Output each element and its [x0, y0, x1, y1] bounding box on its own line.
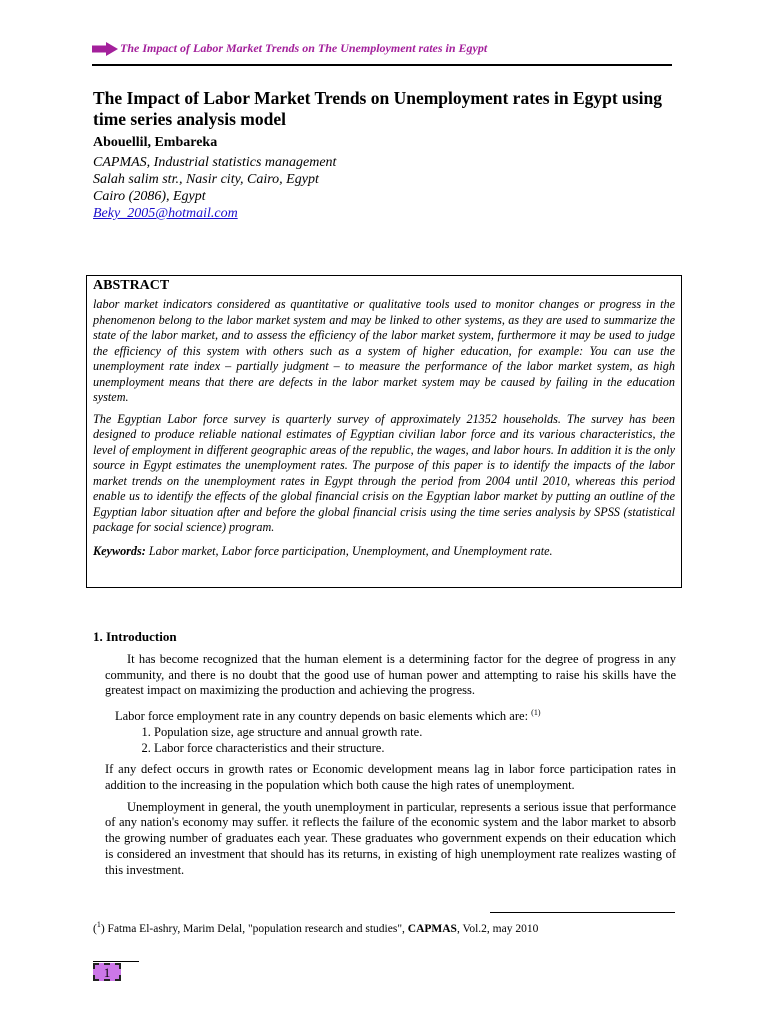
footnote-text: ) Fatma El-ashry, Marim Delal, "population research and studies",	[100, 922, 408, 935]
keywords-text: Labor market, Labor force participation, Unemployment, and Unemployment rate.	[145, 543, 553, 558]
keywords	[93, 544, 675, 560]
footnote-ref[interactable]: (1)	[531, 708, 541, 718]
affiliation-line: Cairo (2086), Egypt	[93, 189, 206, 204]
affiliation	[93, 154, 336, 222]
affiliation-line: CAPMAS, Industrial statistics management	[93, 155, 337, 170]
footnote-org: CAPMAS	[407, 922, 457, 935]
header-rule	[92, 64, 672, 66]
email-link[interactable]: Beky_2005@hotmail.com	[93, 206, 238, 221]
abstract-box	[86, 275, 682, 588]
running-header	[92, 41, 672, 56]
list-intro-text: Labor force employment rate in any country depends on basic elements which are:	[115, 709, 532, 724]
author-name: Abouellil, Embareka	[93, 135, 218, 150]
section-heading: 1. Introduction	[93, 629, 177, 644]
right-arrow-icon	[92, 42, 118, 56]
footnote-marker: 1	[96, 920, 101, 929]
list-item: 1. Population size, age structure and annual growth rate.	[154, 725, 676, 741]
affiliation-line: Salah salim str., Nasir city, Cairo, Egypt	[93, 172, 319, 187]
abstract-paragraph: The Egyptian Labor force survey is quarterly survey of approximately 21352 households. The survey has been designed to produce reliable national estimates of Egyptian civilian labor force and its various characteristics, the level of employment in different geographic areas of the republic, the wages, and labor hours. In addition it is the only source in Egypt estimates the unemployment rates. The purpose of this paper is to identify the impacts of the labor market trends on the unemployment rates in Egypt through the period from 2004 until 2010, whereas this period enable us to identify the effects of the global financial crisis on the Egyptian labor market by putting an outline of the Egyptian labor situation after and before the global financial crisis using the time series analysis by SPSS (statistical package for social science) program.	[93, 411, 675, 534]
page-number-rule	[93, 961, 139, 962]
intro-paragraph: If any defect occurs in growth rates or Economic development means lag in labor force participation rates in addition to the increasing in the population which both cause the high rates of unemployment.	[105, 762, 676, 793]
elements-list	[105, 725, 676, 756]
list-item: 2. Labor force characteristics and their structure.	[154, 741, 676, 757]
running-title: The Impact of Labor Market Trends on The Unemployment rates in Egypt	[120, 41, 488, 55]
intro-paragraph: It has become recognized that the human element is a determining factor for the degree of progress in any community, and there is no doubt that the good use of human power and attempting to raise his skills have the greatest impact on maximizing the production and achieving the progress.	[105, 652, 676, 698]
footnote-paren: (	[93, 922, 97, 935]
footnote	[93, 920, 538, 935]
paper-title: The Impact of Labor Market Trends on Unemployment rates in Egypt using time series analysis model	[93, 88, 662, 129]
keywords-label: Keywords:	[93, 543, 146, 558]
abstract-heading: ABSTRACT	[93, 278, 170, 293]
introduction-body	[105, 652, 676, 884]
page-number: 1	[93, 963, 121, 981]
footnote-rule	[490, 912, 675, 913]
footnote-rest: , Vol.2, may 2010	[456, 922, 539, 935]
abstract-paragraph: labor market indicators considered as quantitative or qualitative tools used to monitor changes or progress in the phenomenon belong to the labor market system and may be linked to other systems, as they are used to summarize the state of the labor market, and to assess the efficiency of the labor market system, furthermore it may be used to judge the efficiency of this system with others such as a system of higher education, for example: You can use the unemployment rate index – partially judgment – to measure the performance of the labor market system, as high unemployment means that there are defects in the labor market system may be caused by failing in the education system.	[93, 297, 675, 404]
list-intro	[115, 705, 676, 725]
intro-paragraph: Unemployment in general, the youth unemployment in particular, represents a serious issue that performance of any nation's economy may suffer. it reflects the failure of the economic system and the labor market to absorb the growing number of graduates each year. These graduates who government expends on their education which is considered an investment that should has its returns, in existing of high unemployment rate realizes wasting of this investment.	[105, 799, 676, 877]
